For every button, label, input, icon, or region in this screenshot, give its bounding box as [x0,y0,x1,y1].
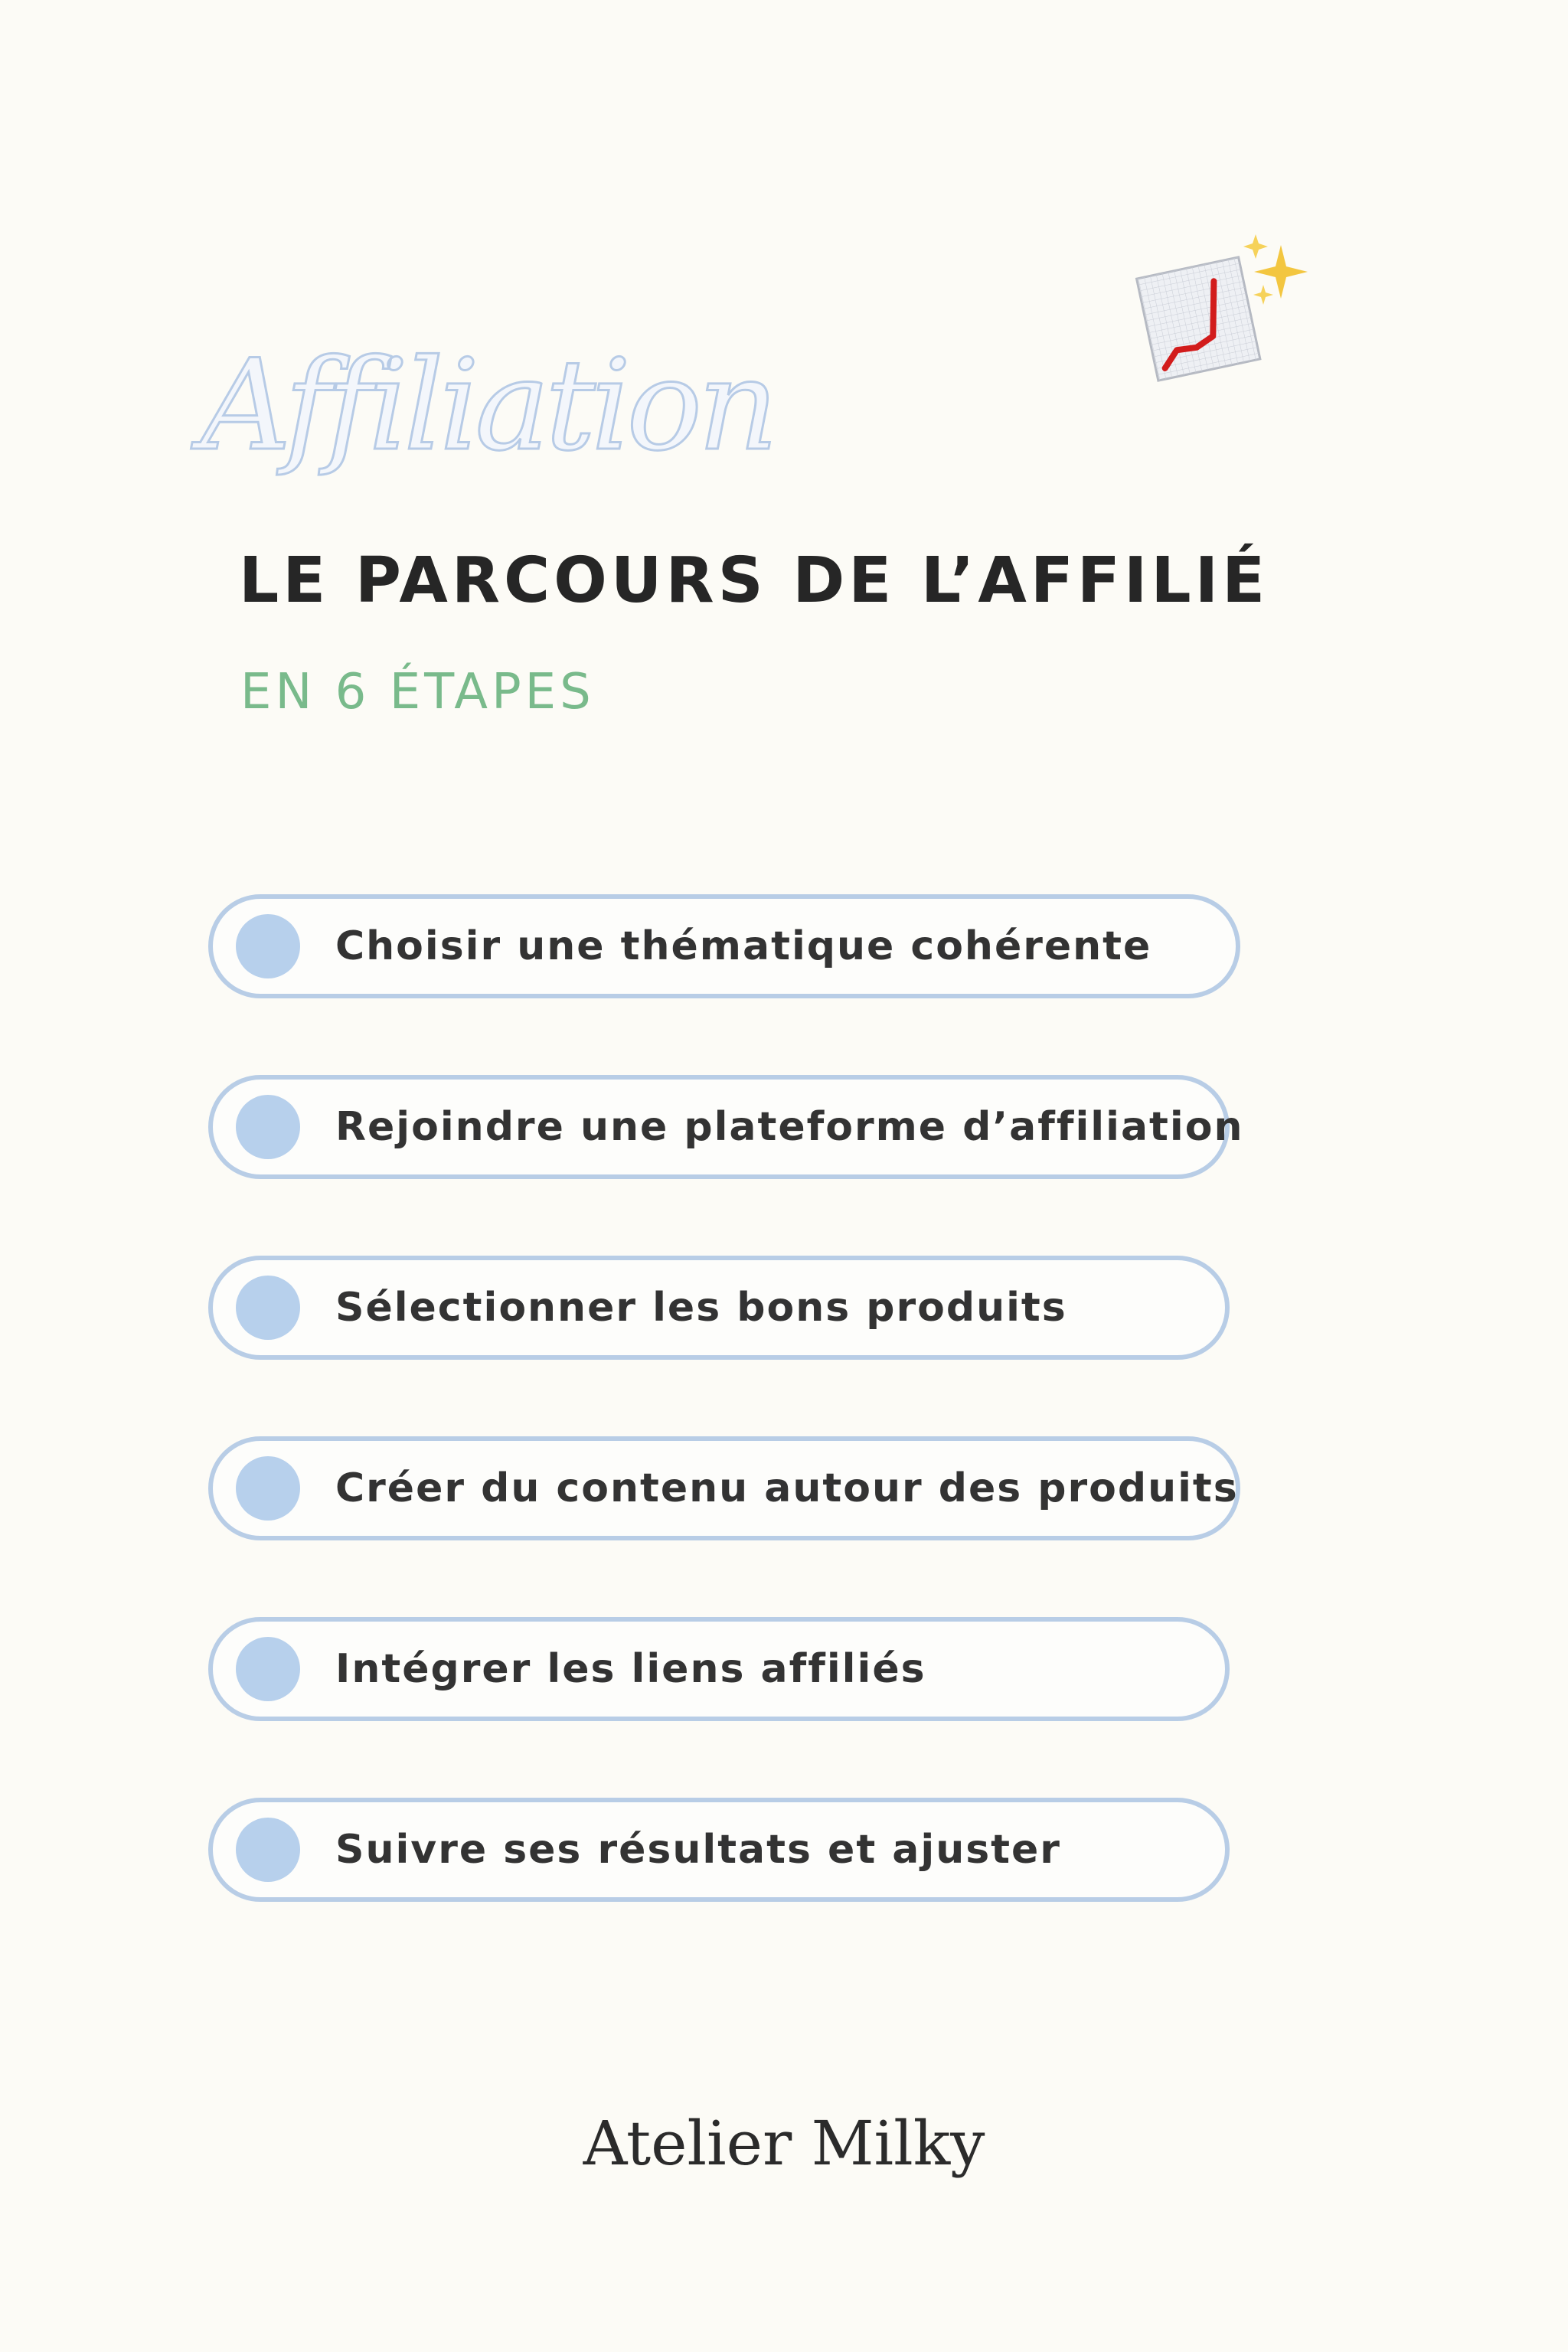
step-label: Intégrer les liens affiliés [335,1646,926,1692]
step-item [208,1075,1244,1179]
bullet-dot [236,1456,300,1521]
bullet-dot [236,914,300,978]
bullet-dot [236,1818,300,1882]
step-item [208,1798,1230,1902]
chart-increasing-icon [1124,230,1323,390]
step-label: Suivre ses résultats et ajuster [335,1827,1061,1873]
step-label: Sélectionner les bons produits [335,1285,1067,1331]
bullet-dot [236,1637,300,1701]
script-title: Affiliation [201,332,774,479]
bullet-dot [236,1095,300,1159]
step-item [208,1436,1240,1540]
step-item [208,1256,1230,1360]
step-label: Rejoindre une plateforme d’affiliation [335,1104,1244,1150]
bullet-dot [236,1276,300,1340]
step-label: Choisir une thématique cohérente [335,923,1152,969]
step-item [208,1617,1230,1721]
footer-brand: Atelier Milky [583,2108,985,2179]
page-title: LE PARCOURS DE L’AFFILIÉ [239,544,1269,617]
page-subtitle: EN 6 ÉTAPES [240,664,595,720]
sparkles-icon [1243,234,1308,305]
step-item [208,894,1240,998]
step-label: Créer du contenu autour des produits [335,1465,1239,1511]
